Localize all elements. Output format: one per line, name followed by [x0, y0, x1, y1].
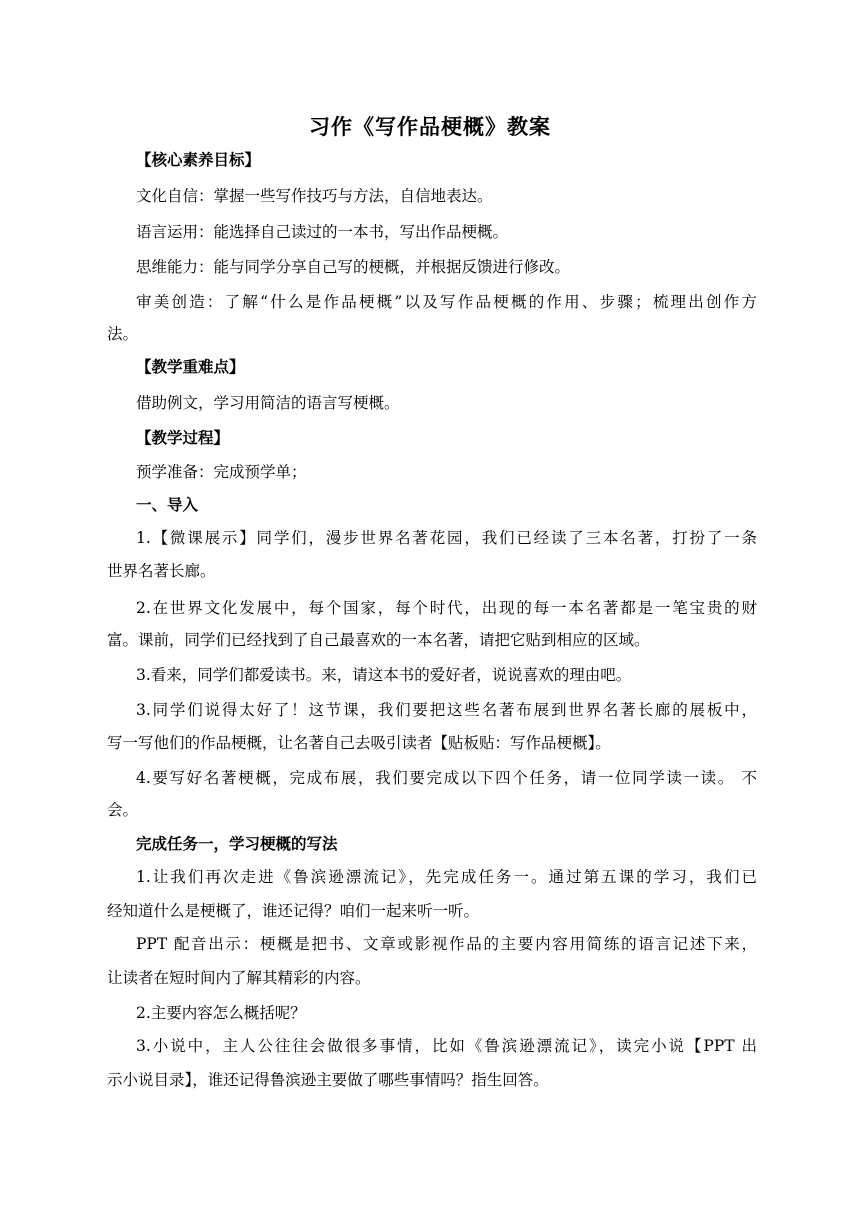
- task1-para-3: 2.主要内容怎么概括呢？: [136, 1004, 306, 1022]
- key-points-text: 借助例文，学习用简洁的语言写梗概。: [136, 394, 400, 412]
- prep-text: 预学准备：完成预学单；: [136, 463, 307, 481]
- para-5-line2: 会。: [107, 801, 139, 819]
- task1-para-2-line2: 让读者在短时间内了解其精彩的内容。: [107, 969, 371, 987]
- goal-culture: 文化自信：掌握一些写作技巧与方法，自信地表达。: [136, 187, 493, 205]
- task1-para-1-line2: 经知道什么是梗概了，谁还记得？咱们一起来听一听。: [107, 902, 480, 920]
- page-title: 习作《写作品梗概》教案: [309, 115, 551, 139]
- task1-para-1-line1: 1.让我们再次走进《鲁滨逊漂流记》，先完成任务一。通过第五课的学习，我们已: [136, 868, 757, 886]
- task1-para-4-line1: 3.小说中，主人公往往会做很多事情，比如《鲁滨逊漂流记》，读完小说【PPT 出: [136, 1037, 757, 1055]
- para-5-line1: 4.要写好名著梗概，完成布展，我们要完成以下四个任务，请一位同学读一读。 不: [136, 769, 757, 787]
- goal-language: 语言运用：能选择自己读过的一本书，写出作品梗概。: [136, 223, 509, 241]
- para-4-line2: 写一写他们的作品梗概，让名著自己去吸引读者【贴板贴：写作品梗概】。: [107, 734, 611, 752]
- para-2-line2: 富。课前，同学们已经找到了自己最喜欢的一本名著，请把它贴到相应的区域。: [107, 631, 650, 649]
- core-goals-heading: 【核心素养目标】: [136, 151, 261, 169]
- task1-para-2-line1: PPT 配音出示：梗概是把书、文章或影视作品的主要内容用简练的语言记述下来，: [136, 935, 757, 953]
- para-1-line1: 1.【微课展示】同学们，漫步世界名著花园，我们已经读了三本名著，打扮了一条: [136, 529, 757, 547]
- para-2-line1: 2.在世界文化发展中，每个国家，每个时代，出现的每一本名著都是一笔宝贵的财: [136, 599, 757, 617]
- goal-aesthetic-line2: 法。: [107, 325, 139, 343]
- para-4-line1: 3.同学们说得太好了！这节课，我们要把这些名著布展到世界名著长廊的展板中，: [136, 701, 757, 719]
- goal-aesthetic-line1: 审美创造：了解“什么是作品梗概”以及写作品梗概的作用、步骤；梳理出创作方: [136, 293, 757, 311]
- key-points-heading: 【教学重难点】: [136, 358, 245, 376]
- task1-para-4-line2: 示小说目录】，谁还记得鲁滨逊主要做了哪些事情吗？指生回答。: [107, 1071, 549, 1089]
- part1-heading: 一、导入: [136, 496, 199, 514]
- process-heading: 【教学过程】: [136, 429, 230, 447]
- task1-heading: 完成任务一，学习梗概的写法: [136, 835, 338, 853]
- para-3: 3.看来，同学们都爱读书。来，请这本书的爱好者，说说喜欢的理由吧。: [136, 666, 632, 684]
- goal-thinking: 思维能力：能与同学分享自己写的梗概，并根据反馈进行修改。: [136, 258, 571, 276]
- para-1-line2: 世界名著长廊。: [107, 562, 216, 580]
